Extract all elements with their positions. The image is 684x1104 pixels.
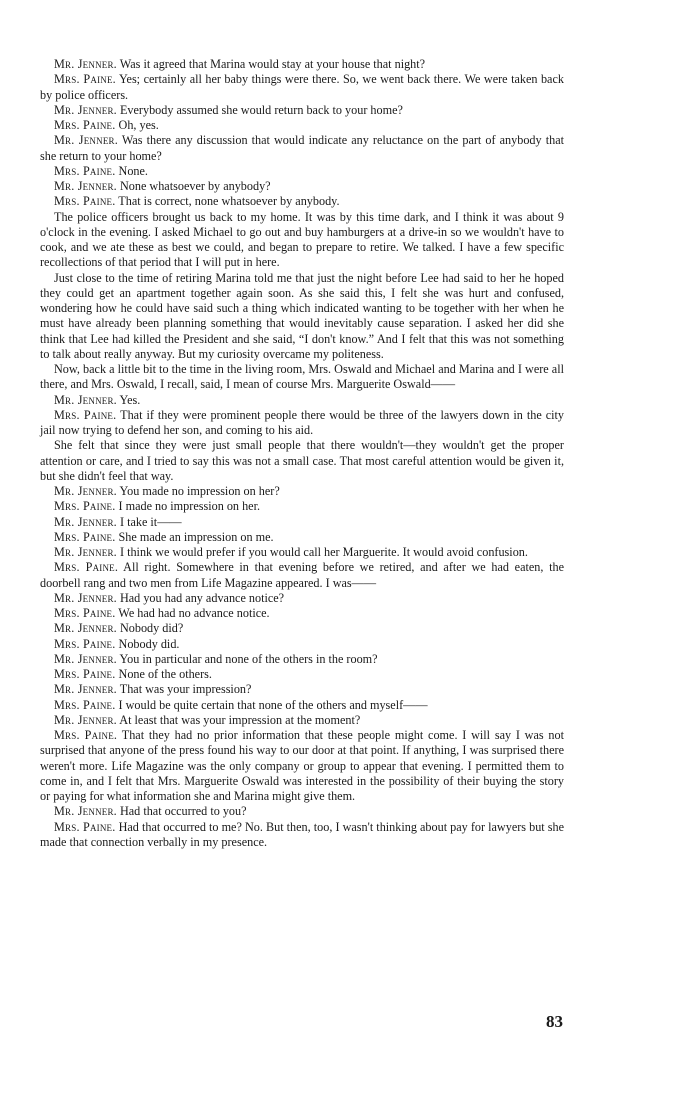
testimony-paragraph [40, 57, 564, 72]
speaker-label: Mrs. Paine. [54, 118, 116, 132]
testimony-paragraph [40, 606, 564, 621]
paragraph-text: Just close to the time of retiring Marina told me that just the night before Lee had said to her he hoped they could get an apartment together again soon. As she said this, I felt she was hurt and confused, wondering how he could have said such a thing which indicated wanting to be together with her when he must have already been planning something that would inevitably cause separation. I asked her did she think that Lee had killed the President and she said, “I don't know.” And I felt that this was not something to talk about really anyway. But my curiosity overcame my politeness. [40, 270, 564, 361]
speaker-label: Mr. Jenner. [54, 57, 117, 71]
paragraph-text: I made no impression on her. [118, 499, 260, 514]
page-number: 83 [546, 1012, 563, 1031]
speaker-label: Mr. Jenner. [54, 133, 118, 148]
paragraph-text: She felt that since they were just small people that there wouldn't—they wouldn't get the proper attention or care, and I tried to say this was not a small case. That most careful attention would be given it, but she didn't feel that way. [40, 438, 564, 483]
paragraph-text: Yes. [119, 392, 141, 407]
paragraph-text: Everybody assumed she would return back to your home? [119, 102, 403, 117]
paragraph-text: Nobody did? [119, 621, 184, 636]
paragraph-text: You in particular and none of the others in the room? [119, 651, 378, 666]
paragraph-text: None. [118, 163, 148, 178]
speaker-label: Mrs. Paine. [54, 529, 116, 544]
speaker-label: Mr. Jenner. [54, 514, 117, 529]
testimony-paragraph [40, 698, 564, 713]
paragraph-text: The police officers brought us back to my home. It was by this time dark, and I think it was about 9 o'clock in the evening. I asked Michael to go out and buy hamburgers at a drive-in so we wouldn't have to cook, and we ate these as best we could, and began to prepare to retire. We talked. I have a few specific recollections of that period that I will put in here. [40, 209, 564, 270]
testimony-paragraph [40, 652, 564, 667]
speaker-label: Mr. Jenner. [54, 651, 117, 666]
testimony-paragraph [40, 545, 564, 560]
paragraph-text: At least that was your impression at the moment? [119, 712, 361, 727]
testimony-paragraph [40, 560, 564, 591]
speaker-label: Mrs. Paine. [54, 194, 116, 209]
speaker-label: Mrs. Paine. [54, 728, 118, 742]
speaker-label: Mrs. Paine. [54, 560, 119, 575]
speaker-label: Mrs. Paine. [54, 499, 116, 514]
testimony-paragraph [40, 820, 564, 851]
testimony-paragraph [40, 72, 564, 103]
testimony-paragraph [40, 438, 564, 484]
testimony-paragraph [40, 271, 564, 363]
speaker-label: Mr. Jenner. [54, 590, 117, 605]
paragraph-text: You made no impression on her? [119, 484, 280, 498]
paragraph-text: Was it agreed that Marina would stay at your house that night? [119, 57, 426, 71]
testimony-paragraph [40, 103, 564, 118]
testimony-paragraph [40, 484, 564, 499]
paragraph-text: None whatsoever by anybody? [119, 179, 271, 193]
paragraph-text: Now, back a little bit to the time in the living room, Mrs. Oswald and Michael and Marina and I were all there, and Mrs. Oswald, I recall, said, I mean of course Mrs. Marguerite Oswald—— [40, 362, 564, 392]
speaker-label: Mr. Jenner. [54, 621, 117, 636]
testimony-paragraph [40, 530, 564, 545]
speaker-label: Mrs. Paine. [54, 163, 116, 178]
testimony-paragraph [40, 713, 564, 728]
testimony-paragraph [40, 133, 564, 164]
paragraph-text: That was your impression? [119, 682, 252, 697]
speaker-label: Mr. Jenner. [54, 102, 117, 117]
speaker-label: Mr. Jenner. [54, 484, 117, 498]
speaker-label: Mrs. Paine. [54, 407, 117, 422]
paragraph-text: Had that occurred to me? No. But then, too, I wasn't thinking about pay for lawyers but she made that connection verbally in my presence. [40, 819, 564, 849]
speaker-label: Mrs. Paine. [54, 819, 116, 834]
speaker-label: Mr. Jenner. [54, 804, 117, 819]
paragraph-text: Yes; certainly all her baby things were there. So, we went back there. We were taken back by police officers. [40, 72, 564, 102]
testimony-paragraph [40, 362, 564, 393]
testimony-paragraph [40, 194, 564, 209]
testimony-paragraph [40, 393, 564, 408]
paragraph-text: Had you had any advance notice? [119, 590, 285, 605]
paragraph-text: We had had no advance notice. [118, 606, 270, 620]
speaker-label: Mr. Jenner. [54, 392, 117, 407]
speaker-label: Mrs. Paine. [54, 72, 116, 87]
speaker-label: Mr. Jenner. [54, 682, 117, 697]
testimony-paragraph [40, 499, 564, 514]
paragraph-text: She made an impression on me. [118, 529, 274, 544]
paragraph-text: I would be quite certain that none of the others and myself—— [118, 697, 428, 712]
paragraph-text: Had that occurred to you? [119, 804, 247, 819]
testimony-paragraph [40, 637, 564, 652]
testimony-paragraph [40, 804, 564, 819]
paragraph-text: That is correct, none whatsoever by anybody. [118, 194, 340, 209]
speaker-label: Mr. Jenner. [54, 545, 117, 559]
testimony-paragraph [40, 515, 564, 530]
speaker-label: Mrs. Paine. [54, 667, 116, 681]
testimony-paragraph [40, 164, 564, 179]
testimony-paragraph [40, 210, 564, 271]
paragraph-text: Was there any discussion that would indicate any reluctance on the part of anybody that she return to your home? [40, 133, 564, 163]
speaker-label: Mrs. Paine. [54, 606, 116, 620]
testimony-paragraph [40, 118, 564, 133]
speaker-label: Mrs. Paine. [54, 697, 116, 712]
paragraph-text: That they had no prior information that these people might come. I will say I was not surprised that anyone of the press found his way to our door at that point. If anything, I was surprised there weren't more. Life Magazine was the only company or group to appear that evening. I permitted them to come in, and I felt that Mrs. Marguerite Oswald was interested in the possibility of their buying the story or paying for what information she and Marina might give them. [40, 728, 564, 803]
testimony-paragraph [40, 728, 564, 804]
speaker-label: Mrs. Paine. [54, 636, 116, 651]
testimony-paragraph [40, 621, 564, 636]
paragraph-text: I take it—— [119, 514, 182, 529]
paragraph-text: I think we would prefer if you would call her Marguerite. It would avoid confusion. [119, 545, 528, 559]
paragraph-text: That if they were prominent people there would be three of the lawyers down in the city jail now trying to defend her son, and coming to his aid. [40, 407, 564, 437]
paragraph-text: All right. Somewhere in that evening before we retired, and after we had eaten, the doorbell rang and two men from Life Magazine appeared. I was—— [40, 560, 565, 590]
speaker-label: Mr. Jenner. [54, 712, 117, 727]
testimony-paragraph [40, 591, 564, 606]
paragraph-text: Oh, yes. [118, 118, 159, 132]
testimony-text [40, 57, 564, 850]
paragraph-text: Nobody did. [118, 636, 180, 651]
paragraph-text: None of the others. [118, 667, 212, 681]
testimony-paragraph [40, 667, 564, 682]
speaker-label: Mr. Jenner. [54, 179, 117, 193]
testimony-paragraph [40, 179, 564, 194]
testimony-paragraph [40, 682, 564, 697]
testimony-paragraph [40, 408, 564, 439]
